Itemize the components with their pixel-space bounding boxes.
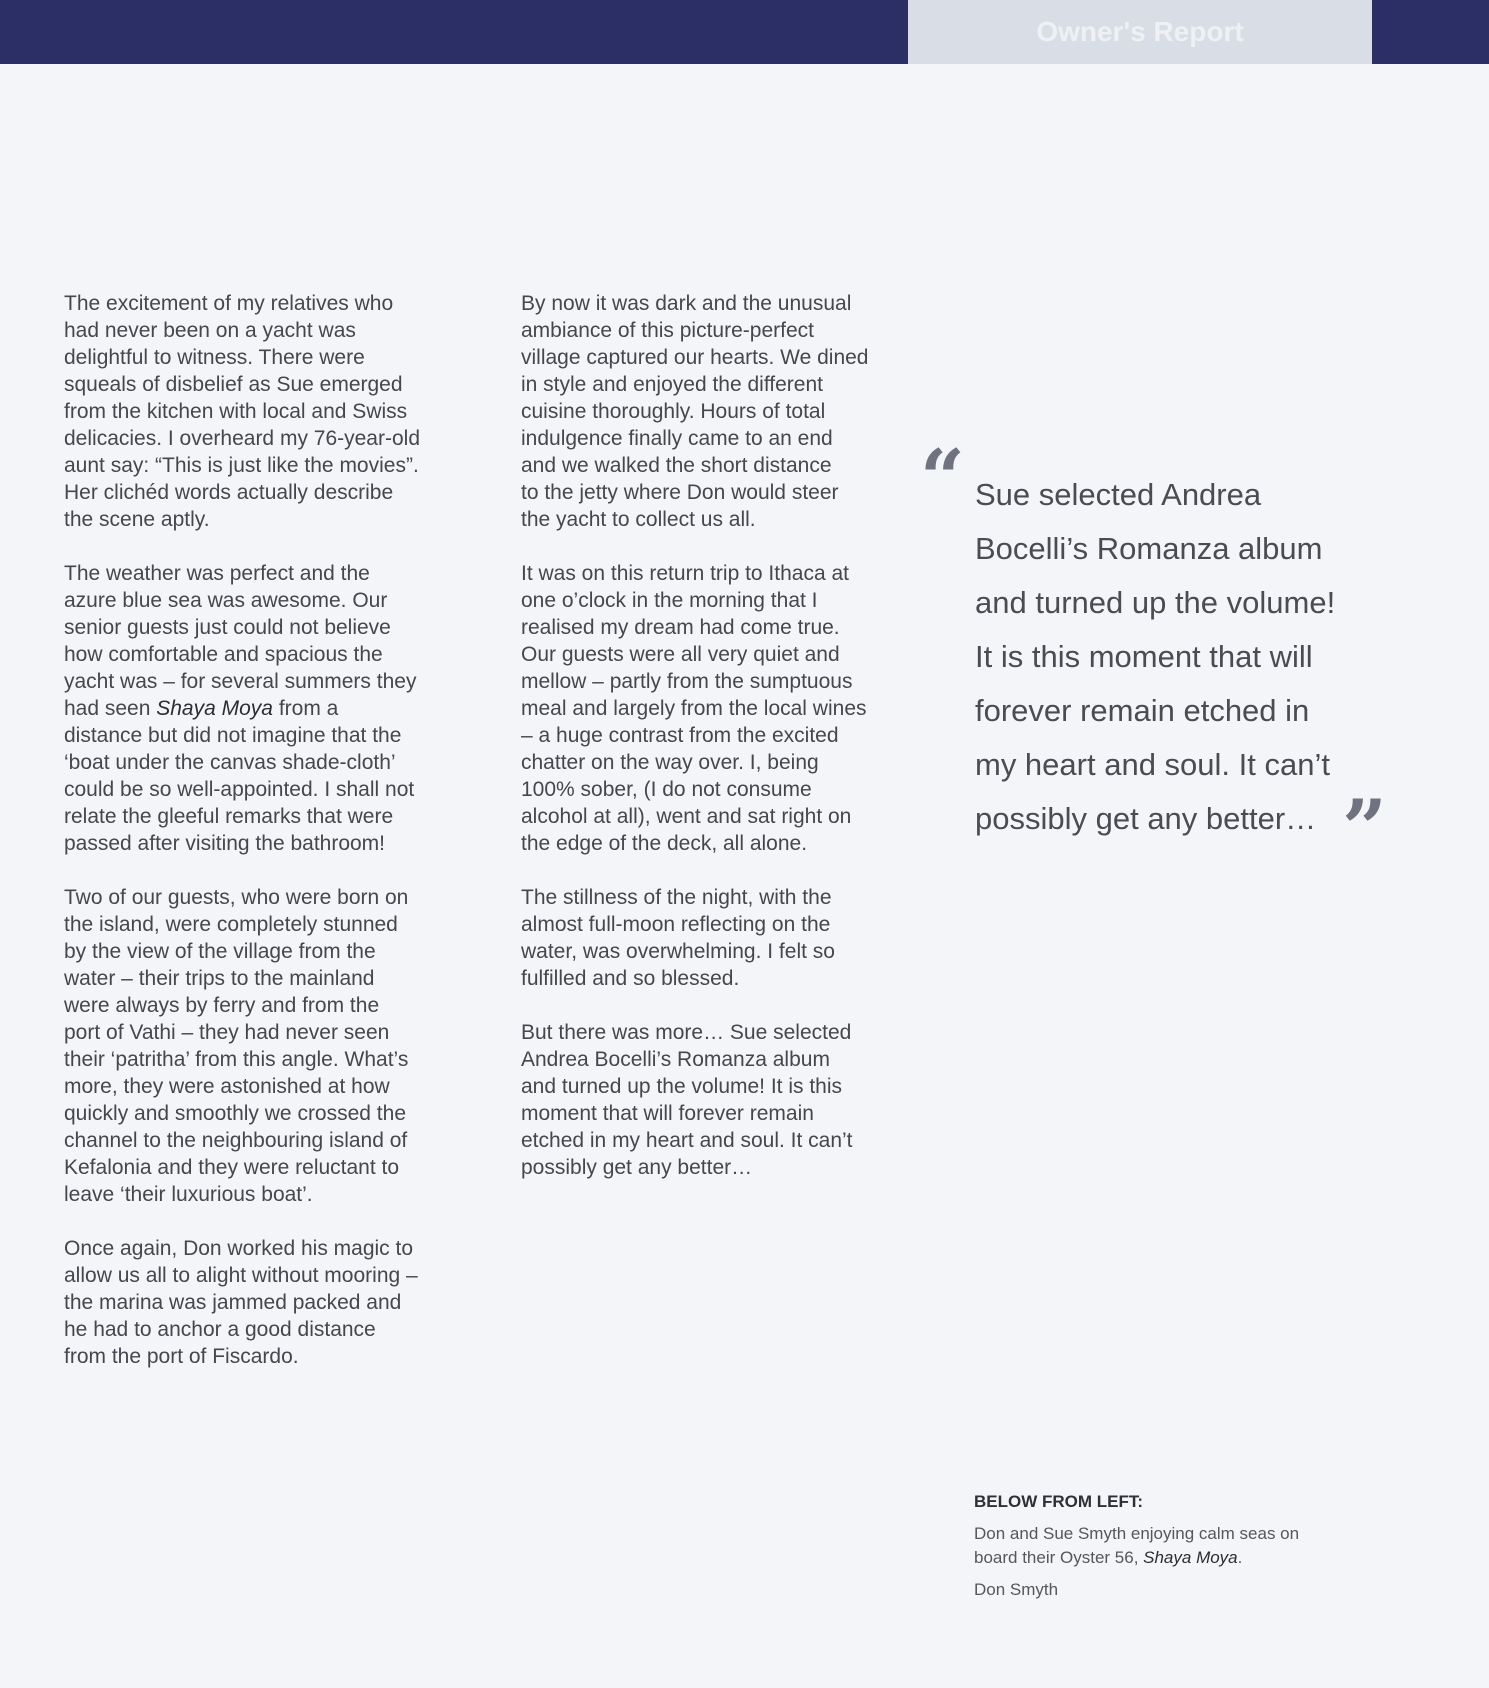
- article-column-1: [64, 290, 484, 1397]
- paragraph: Two of our guests, who were born on the island, were completely stunned by the view of the village from the water – their trips to the mainland were always by ferry and from the port of Vathi – they had never seen their ‘patritha’ from this angle. What’s more, they were astonished at how quickly and smoothly we crossed the channel to the neighbouring island of Kefalonia and they were reluctant to leave ‘their luxurious boat’.: [64, 886, 409, 1206]
- yacht-name: Shaya Moya: [156, 697, 273, 720]
- caption-heading: BELOW FROM LEFT:: [974, 1492, 1144, 1511]
- yacht-name: Shaya Moya: [1143, 1548, 1238, 1567]
- open-quote-icon: “: [920, 433, 965, 524]
- caption-body: [974, 1522, 1374, 1570]
- paragraph: The stillness of the night, with the almost full-moon reflecting on the water, was overwhelming. I felt so fulfilled and so blessed.: [521, 886, 835, 990]
- caption-text: .: [1237, 1548, 1243, 1567]
- photo-caption: [974, 1490, 1374, 1602]
- photo-credit: Don Smyth: [974, 1580, 1059, 1599]
- caption-text: Don and Sue Smyth enjoying calm seas on board their Oyster 56,: [974, 1524, 1300, 1567]
- close-quote-icon: ”: [1342, 783, 1387, 874]
- paragraph: By now it was dark and the unusual ambiance of this picture-perfect village captured our hearts. We dined in style and enjoyed the different cuisine thoroughly. Hours of total indulgence finally came to an end and we walked the short distance to the jetty where Don would steer the yacht to collect us all.: [521, 292, 869, 531]
- paragraph: But there was more… Sue selected Andrea Bocelli’s Romanza album and turned up the volume! It is this moment that will forever remain etched in my heart and soul. It can’t possibly get any better…: [521, 1021, 853, 1179]
- section-tab: [908, 0, 1372, 64]
- paragraph: Once again, Don worked his magic to allow us all to alight without mooring – the marina was jammed packed and he had to anchor a good distance from the port of Fiscardo.: [64, 1237, 418, 1368]
- article-column-2: [521, 290, 921, 1208]
- paragraph: It was on this return trip to Ithaca at one o’clock in the morning that I realised my dream had come true. Our guests were all very quiet and mellow – partly from the sumptuous meal and largely from the local wines – a huge contrast from the excited chatter on the way over. I, being 100% sober, (I do not consume alcohol at all), went and sat right on the edge of the deck, all alone.: [521, 562, 867, 855]
- paragraph: The excitement of my relatives who had never been on a yacht was delightful to witness. There were squeals of disbelief as Sue emerged from the kitchen with local and Swiss delicacies. I overheard my 76-year-old aunt say: “This is just like the movies”. Her clichéd words actually describe the scene aptly.: [64, 292, 420, 531]
- paragraph: [64, 560, 484, 857]
- pull-quote-text: Sue selected Andrea Bocelli’s Romanza album and turned up the volume! It is this moment that will forever remain etched in my heart and soul. It can’t possibly get any better…: [975, 477, 1336, 836]
- paragraph-text: from a distance but did not imagine that the ‘boat under the canvas shade-cloth’ could be so well-appointed. I shall not relate the gleeful remarks that were passed after visiting the bathroom!: [64, 697, 415, 855]
- paragraph-text: The weather was perfect and the azure blue sea was awesome. Our senior guests just could not believe how comfortable and spacious the yacht was – for several summers they had seen: [64, 562, 417, 720]
- section-label: Owner's Report: [1036, 16, 1244, 47]
